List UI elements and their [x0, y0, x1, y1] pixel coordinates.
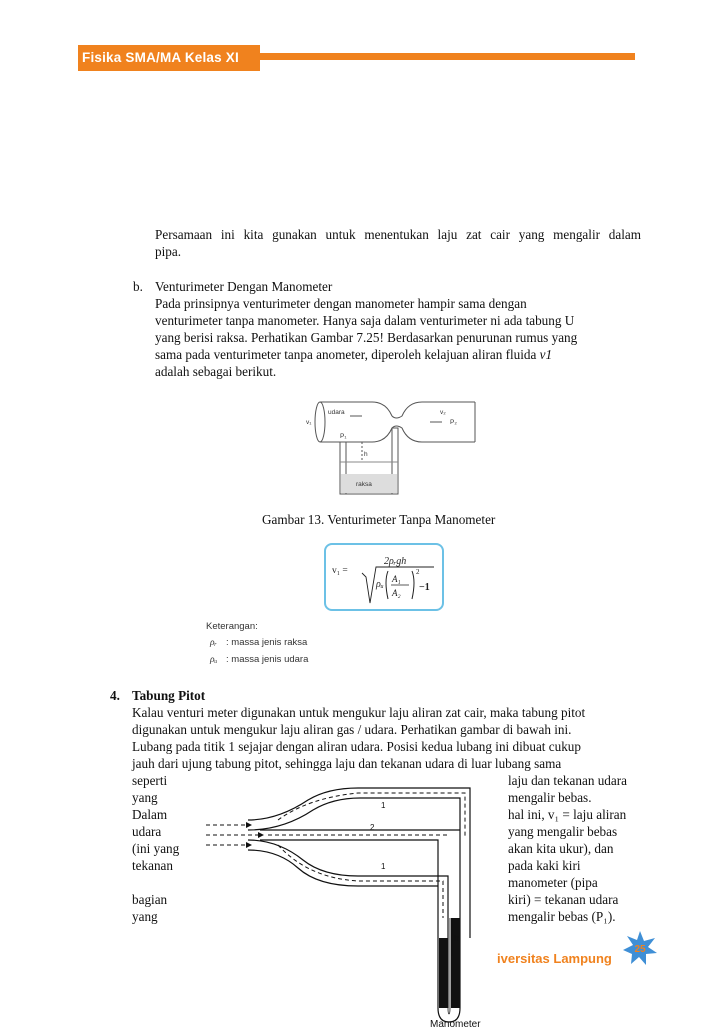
right-col-5: akan kita ukur), dan — [508, 841, 614, 856]
mercury-left — [439, 938, 448, 1008]
h-label: h — [364, 451, 368, 458]
flow-dash-bottom — [278, 845, 443, 918]
section-4-line-2: digunakan untuk mengukur laju aliran gas / udara. Perhatikan gambar di bawah ini. — [132, 722, 572, 737]
intro-line-1: Persamaan ini kita gunakan untuk menentukan laju zat cair yang mengalir dalam — [155, 227, 641, 242]
pitot-point-2: 2 — [370, 823, 375, 832]
header-title: Fisika SMA/MA Kelas XI — [78, 45, 260, 71]
venturi-formula — [324, 543, 444, 611]
section-b-line-4: sama pada venturimeter tanpa anometer, diperoleh kelajuan aliran fluida v1 — [155, 347, 553, 362]
pitot-outer-bottom — [248, 840, 448, 1008]
formula-frame — [325, 544, 443, 610]
section-4-title: Tabung Pitot — [132, 688, 206, 703]
left-col-6: tekanan — [132, 858, 174, 873]
pipe-inlet — [315, 402, 325, 442]
section-4-line-3: Lubang pada titik 1 sejajar dengan aliran udara. Posisi kedua lubang ini dibuat cukup — [132, 739, 581, 754]
left-col-9: yang — [132, 909, 158, 924]
pitot-point-1-bottom: 1 — [381, 862, 386, 871]
section-b-line-3: yang berisi raksa. Perhatikan Gambar 7.25! Berdasarkan penurunan rumus yang — [155, 330, 578, 345]
formula-a2: A₂ — [392, 588, 401, 598]
udara-label: udara — [328, 409, 345, 416]
right-col-8: kiri) = tekanan udara — [508, 892, 619, 907]
section-4-line-1: Kalau venturi meter digunakan untuk mengukur laju aliran zat cair, maka tabung pitot — [132, 705, 586, 720]
section-4-line-4: jauh dari ujung tabung pitot, sehingga laju dan tekanan udara di luar lubang sama — [132, 756, 562, 771]
keterangan-text-2: : massa jenis udara — [226, 654, 309, 665]
arrow-head-a — [246, 822, 252, 828]
left-col-4: udara — [132, 824, 162, 839]
section-b-marker: b. — [133, 279, 143, 294]
left-col-2: yang — [132, 790, 158, 805]
page-number-badge — [622, 930, 658, 966]
left-col-1: seperti — [132, 773, 168, 788]
formula-a1: A₁ — [392, 574, 401, 584]
right-col-1: laju dan tekanan udara — [508, 773, 627, 788]
keterangan-sym-1: ρᵣ — [210, 638, 217, 648]
section-b-title: Venturimeter Dengan Manometer — [155, 279, 333, 294]
formula-numerator: 2ρᵣgh — [384, 556, 407, 567]
left-col-5: (ini yang — [132, 841, 180, 856]
section-4-number: 4. — [110, 688, 120, 703]
header-rule — [255, 53, 635, 60]
p1-label: P₁ — [340, 433, 347, 440]
section-b-line-2: venturimeter tanpa manometer. Hanya saja dalam venturimeter ni ada tabung U — [155, 313, 575, 328]
footer-university: iversitas Lampung — [497, 951, 612, 966]
pitot-center-bottom — [260, 840, 438, 1008]
right-col-7: manometer (pipa — [508, 875, 598, 890]
v2-label: v₂ — [440, 409, 446, 416]
section-b-line-1: Pada prinsipnya venturimeter dengan manometer hampir sama dengan — [155, 296, 527, 311]
formula-lhs: v₁ = — [332, 566, 348, 576]
formula-exponent: 2 — [416, 568, 420, 576]
left-col-3: Dalam — [132, 807, 168, 822]
formula-minus-one: −1 — [419, 582, 430, 593]
arrow-head-b — [258, 832, 264, 838]
keterangan-block — [200, 618, 370, 668]
p2-label: P₂ — [450, 419, 457, 426]
pitot-outer-top — [248, 788, 470, 938]
right-col-4: yang mengalir bebas — [508, 824, 618, 839]
formula-rho-u: ρᵤ — [376, 579, 384, 590]
right-col-6: pada kaki kiri — [508, 858, 581, 873]
v1-symbol: v1 — [539, 347, 553, 362]
right-col-9: mengalir bebas (P₁). — [508, 909, 616, 924]
venturimeter-figure — [300, 388, 490, 500]
section-b-line-5: adalah sebagai berikut. — [155, 364, 277, 379]
manometer-label: Manometer — [430, 1019, 481, 1030]
keterangan-title: Keterangan: — [206, 621, 258, 632]
raksa-label: raksa — [356, 481, 372, 488]
keterangan-sym-2: ρᵤ — [210, 655, 218, 665]
right-col-3: hal ini, v₁ = laju aliran — [508, 807, 627, 822]
pitot-point-1-top: 1 — [381, 801, 386, 810]
right-col-2: mengalir bebas. — [508, 790, 592, 805]
left-col-8: bagian — [132, 892, 168, 907]
figure-1-caption: Gambar 13. Venturimeter Tanpa Manometer — [262, 512, 496, 527]
keterangan-text-1: : massa jenis raksa — [226, 637, 308, 648]
arrow-head-c — [246, 842, 252, 848]
page-number: 25 — [634, 944, 646, 955]
v1-label: v₁ — [306, 419, 312, 426]
pitot-h-label: h — [454, 933, 460, 943]
intro-line-2: pipa. — [155, 244, 182, 259]
pitot-tube-figure — [198, 778, 498, 1030]
